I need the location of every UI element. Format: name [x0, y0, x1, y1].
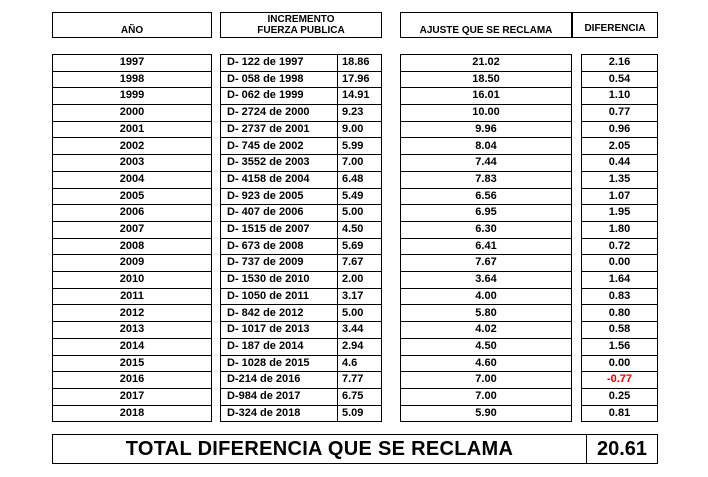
- table-row-difference: -0.77: [582, 372, 657, 389]
- table-row-adjustment: 7.00: [401, 389, 571, 406]
- table-row-year: 2001: [53, 122, 211, 139]
- increment-value: 4.50: [342, 223, 364, 235]
- decree-name: D- 058 de 1998: [227, 72, 304, 85]
- table-row-year: 2003: [53, 155, 211, 172]
- increment-value: 18.86: [342, 56, 370, 68]
- header-adjustment: [400, 12, 572, 38]
- table-row-year: 2014: [53, 339, 211, 356]
- table-row-year: 1997: [53, 55, 211, 72]
- table-row-increment: [221, 105, 381, 122]
- table-row-year: 1998: [53, 72, 211, 89]
- decree-name: D-214 de 2016: [227, 373, 301, 386]
- increment-value: 7.00: [342, 156, 364, 169]
- table-row-increment: [221, 155, 381, 172]
- table-row-increment: [221, 306, 381, 323]
- table-row-year: 2011: [53, 289, 211, 306]
- year-column: [52, 54, 212, 422]
- total-value: 20.61: [596, 438, 648, 460]
- table-row-increment: [221, 272, 381, 289]
- table-row-adjustment: 4.60: [401, 356, 571, 373]
- increment-value: 7.67: [342, 256, 364, 269]
- total-row: [52, 434, 658, 464]
- decree-name: D- 2737 de 2001: [227, 122, 310, 135]
- increment-value: 9.23: [342, 106, 364, 119]
- table-row-difference: 2.16: [582, 55, 657, 72]
- table-row-increment: [221, 172, 381, 189]
- table-row-increment: [221, 389, 381, 406]
- table-row-difference: 0.77: [582, 105, 657, 122]
- table-row-adjustment: 6.56: [401, 189, 571, 206]
- adjustment-column: [400, 54, 572, 422]
- table-row-difference: 0.58: [582, 322, 657, 339]
- table-row-difference: 0.00: [582, 255, 657, 272]
- table-row-increment: [221, 189, 381, 206]
- decree-name: D- 1050 de 2011: [227, 289, 309, 302]
- table-row-adjustment: 21.02: [401, 55, 571, 72]
- table-row-increment: [221, 289, 381, 306]
- table-row-difference: 1.35: [582, 172, 657, 189]
- table-row-difference: 0.81: [608, 406, 631, 419]
- table-row-increment: [221, 322, 381, 339]
- increment-value: 5.99: [342, 139, 364, 152]
- increment-value: 5.00: [342, 206, 364, 219]
- table-row-year: 2017: [53, 389, 211, 406]
- decree-name: D- 062 de 1999: [227, 89, 304, 102]
- table-row-adjustment: 8.04: [401, 139, 571, 156]
- table-row-adjustment: 10.00: [401, 105, 571, 122]
- table-row-year: 2005: [53, 189, 211, 206]
- decree-name: D-324 de 2018: [227, 406, 301, 419]
- table-row-year: 2009: [53, 255, 211, 272]
- table-row-difference: 1.64: [582, 272, 657, 289]
- header-difference-label: DIFERENCIA: [584, 23, 646, 34]
- table-row-year: 2006: [53, 205, 211, 222]
- increment-column: [220, 54, 382, 422]
- table-row-increment: [221, 356, 381, 373]
- table-row-difference: 0.25: [582, 389, 657, 406]
- table-row-adjustment: 6.30: [401, 222, 571, 239]
- table-row-difference: 1.95: [582, 205, 657, 222]
- table-row-increment: [221, 372, 381, 389]
- increment-value: 3.17: [342, 289, 364, 302]
- difference-column: [581, 54, 658, 422]
- decree-name: D- 842 de 2012: [227, 306, 304, 319]
- header-adjustment-label: AJUSTE QUE SE RECLAMA: [419, 25, 553, 36]
- table-row-increment: [221, 222, 381, 239]
- table-row-difference: 1.07: [582, 189, 657, 206]
- table-row-adjustment: 16.01: [401, 88, 571, 105]
- table-row-difference: 0.80: [582, 306, 657, 323]
- decree-name: D- 923 de 2005: [227, 189, 304, 202]
- table-row-difference: 1.80: [582, 222, 657, 239]
- table-row-year: 2010: [53, 272, 211, 289]
- table-row-year: 2015: [53, 356, 211, 373]
- increment-value: 5.49: [342, 189, 364, 202]
- table-row-difference: 0.54: [582, 72, 657, 89]
- decree-name: D- 1515 de 2007: [227, 223, 310, 235]
- table-row-year: 2016: [53, 372, 211, 389]
- increment-value: 5.00: [342, 306, 364, 319]
- decree-name: D- 4158 de 2004: [227, 172, 310, 185]
- decree-name: D- 3552 de 2003: [227, 156, 310, 169]
- decree-name: D- 737 de 2009: [227, 256, 304, 269]
- header-increment-line2: FUERZA PUBLICA: [257, 25, 345, 36]
- table-row-increment: [221, 122, 381, 139]
- decree-name: D- 1028 de 2015: [227, 356, 310, 369]
- increment-value: 14.91: [342, 89, 370, 102]
- increment-value: 9.00: [342, 122, 364, 135]
- table-row-adjustment: 6.95: [401, 205, 571, 222]
- decree-name: D- 1530 de 2010: [227, 273, 310, 286]
- table-row-increment: [221, 139, 381, 156]
- table-row-year: 1999: [53, 88, 211, 105]
- table-row-adjustment: 7.00: [401, 372, 571, 389]
- decree-name: D- 187 de 2014: [227, 339, 304, 352]
- decree-name: D- 745 de 2002: [227, 139, 304, 152]
- table-row-increment: [221, 205, 381, 222]
- table-row-difference: 0.44: [582, 155, 657, 172]
- table-row-adjustment: 3.64: [401, 272, 571, 289]
- table-row-increment: [221, 239, 381, 256]
- table-row-adjustment: 5.80: [401, 306, 571, 323]
- decree-name: D- 1017 de 2013: [227, 323, 310, 336]
- table-row-difference: 2.05: [582, 139, 657, 156]
- table-row-adjustment: 5.90: [475, 406, 497, 419]
- increment-value: 4.6: [342, 356, 358, 369]
- table-row-year: 2012: [53, 306, 211, 323]
- table-row-increment: [221, 88, 381, 105]
- table-row-difference: 0.96: [582, 122, 657, 139]
- table-row-adjustment: 4.00: [401, 289, 571, 306]
- table-row-difference: 1.10: [582, 88, 657, 105]
- decree-name: D-984 de 2017: [227, 390, 301, 402]
- table-row-year: 2000: [53, 105, 211, 122]
- increment-value: 2.94: [342, 339, 364, 352]
- decree-name: D- 122 de 1997: [227, 56, 304, 68]
- increment-value: 5.69: [342, 239, 364, 252]
- table-row-adjustment: 7.83: [401, 172, 571, 189]
- table-row-adjustment: 18.50: [401, 72, 571, 89]
- header-increment: [220, 12, 382, 38]
- table-row-increment: [221, 406, 381, 423]
- increment-value: 6.75: [342, 390, 364, 402]
- table-row-year: 2018: [119, 406, 145, 419]
- header-year-label: AÑO: [120, 25, 144, 36]
- table-row-adjustment: 7.44: [401, 155, 571, 172]
- table-row-adjustment: 4.50: [401, 339, 571, 356]
- increment-value: 6.48: [342, 172, 364, 185]
- table-row-difference: 1.56: [582, 339, 657, 356]
- table-row-year: 2004: [53, 172, 211, 189]
- table-row-adjustment: 7.67: [401, 255, 571, 272]
- increment-value: 5.09: [342, 406, 364, 419]
- header-year: [52, 12, 212, 38]
- increment-value: 17.96: [342, 72, 370, 85]
- header-difference: [572, 12, 658, 38]
- increment-value: 2.00: [342, 273, 364, 286]
- table-row-increment: [221, 55, 381, 72]
- table-row-year: 2008: [53, 239, 211, 256]
- increment-value: 3.44: [342, 323, 364, 336]
- table-row-difference: 0.00: [582, 356, 657, 373]
- table-row-increment: [221, 72, 381, 89]
- table-row-year: 2007: [53, 222, 211, 239]
- header-increment-line1: INCREMENTO: [267, 14, 335, 25]
- table-row-year: 2002: [53, 139, 211, 156]
- decree-name: D- 673 de 2008: [227, 239, 304, 252]
- table-row-difference: 0.72: [582, 239, 657, 256]
- table-row-adjustment: 6.41: [401, 239, 571, 256]
- total-label: TOTAL DIFERENCIA QUE SE RECLAMA: [125, 438, 514, 460]
- increment-value: 7.77: [342, 373, 364, 386]
- table-row-adjustment: 4.02: [401, 322, 571, 339]
- table-row-difference: 0.83: [582, 289, 657, 306]
- decree-name: D- 407 de 2006: [227, 206, 304, 219]
- table-row-increment: [221, 255, 381, 272]
- decree-name: D- 2724 de 2000: [227, 106, 310, 119]
- table-row-year: 2013: [53, 322, 211, 339]
- table-row-adjustment: 9.96: [401, 122, 571, 139]
- table-row-increment: [221, 339, 381, 356]
